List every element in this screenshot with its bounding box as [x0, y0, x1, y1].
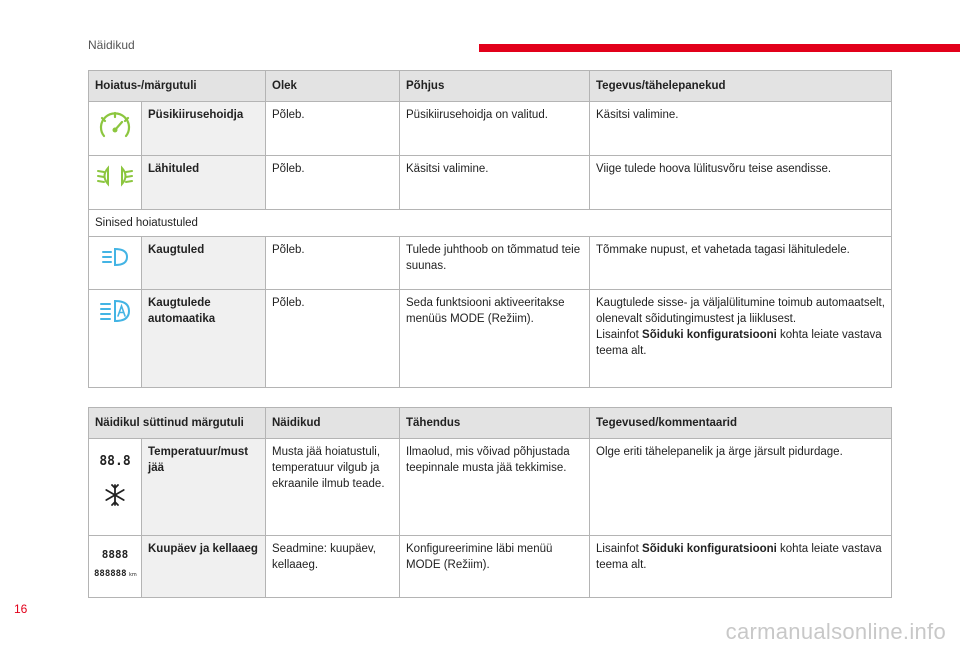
lamp-action: Viige tulede hoova lülitusvõru teise asendisse. [590, 156, 892, 210]
column-header: Olek [266, 71, 400, 102]
svg-text:88.8: 88.8 [99, 454, 131, 469]
svg-text:km: km [129, 572, 137, 578]
lamp-action: Lisainfot Sõiduki konfiguratsiooni kohta leiate vastava teema alt. [590, 536, 892, 598]
lamp-cause: Konfigureerimine läbi menüü MODE (Režiim). [400, 536, 590, 598]
lamp-name: Püsikiirusehoidja [142, 102, 266, 156]
dipped-beam-icon [95, 164, 135, 188]
lamp-state: Põleb. [266, 237, 400, 290]
lamp-state: Põleb. [266, 156, 400, 210]
table-header-row [89, 71, 892, 102]
lamp-state: Põleb. [266, 290, 400, 388]
lamp-icon-cell [89, 536, 142, 598]
main-beam-icon [95, 245, 135, 269]
column-header: Tähendus [400, 408, 590, 439]
lamp-action: Tõmmake nupust, et vahetada tagasi lähituledele. [590, 237, 892, 290]
lamp-cause: Püsikiirusehoidja on valitud. [400, 102, 590, 156]
column-header: Põhjus [400, 71, 590, 102]
temperature-ice-icon [95, 447, 135, 517]
lamp-name: Kaugtulede automaatika [142, 290, 266, 388]
lamp-action: Käsitsi valimine. [590, 102, 892, 156]
header-accent-bar [479, 44, 960, 52]
lamp-icon-cell [89, 156, 142, 210]
svg-text:888888: 888888 [94, 569, 127, 579]
lamp-icon-cell [89, 290, 142, 388]
table-row [89, 536, 892, 598]
lamp-cause: Tulede juhthoob on tõmmatud teie suunas. [400, 237, 590, 290]
lamp-icon-cell [89, 439, 142, 536]
lamp-state: Seadmine: kuupäev, kellaaeg. [266, 536, 400, 598]
auto-main-beam-icon [95, 298, 135, 324]
date-clock-icon [92, 544, 138, 584]
svg-text:8888: 8888 [101, 548, 129, 561]
display-indicators-table [88, 407, 892, 598]
lamp-action [590, 290, 892, 388]
warning-lamps-table [88, 70, 892, 388]
lamp-action: Olge eriti tähelepanelik ja ärge järsult pidurdage. [590, 439, 892, 536]
group-label: Sinised hoiatustuled [89, 210, 892, 237]
lamp-cause: Seda funktsiooni aktiveeritakse menüüs MODE (Režiim). [400, 290, 590, 388]
lamp-icon-cell [89, 237, 142, 290]
action-reference: Lisainfot Sõiduki konfiguratsiooni kohta leiate vastava teema alt. [596, 329, 882, 357]
lamp-cause: Käsitsi valimine. [400, 156, 590, 210]
lamp-name: Temperatuur/must jää [142, 439, 266, 536]
speed-limiter-icon [95, 110, 135, 144]
watermark: carmanualsonline.info [725, 619, 946, 644]
table-row [89, 237, 892, 290]
lamp-name: Lähituled [142, 156, 266, 210]
lamp-cause: Ilmaolud, mis võivad põhjustada teepinnale musta jää tekkimise. [400, 439, 590, 536]
table-row [89, 290, 892, 388]
lamp-state: Musta jää hoiatustuli, temperatuur vilgub ja ekraanile ilmub teade. [266, 439, 400, 536]
group-label-row [89, 210, 892, 237]
column-header: Tegevus/tähelepanekud [590, 71, 892, 102]
column-header: Hoiatus-/märgutuli [89, 71, 266, 102]
page-number: 16 [14, 602, 28, 616]
action-text: Kaugtulede sisse- ja väljalülitumine toimub automaatselt, olenevalt sõidutingimustest ja liiklusest. [596, 297, 885, 325]
table-header-row [89, 408, 892, 439]
table-row [89, 439, 892, 536]
table-row [89, 102, 892, 156]
column-header: Näidikud [266, 408, 400, 439]
lamp-name: Kuupäev ja kellaaeg [142, 536, 266, 598]
lamp-state: Põleb. [266, 102, 400, 156]
column-header: Näidikul süttinud märgutuli [89, 408, 266, 439]
section-title: Näidikud [88, 38, 135, 52]
table-row [89, 156, 892, 210]
column-header: Tegevused/kommentaarid [590, 408, 892, 439]
lamp-name: Kaugtuled [142, 237, 266, 290]
lamp-icon-cell [89, 102, 142, 156]
